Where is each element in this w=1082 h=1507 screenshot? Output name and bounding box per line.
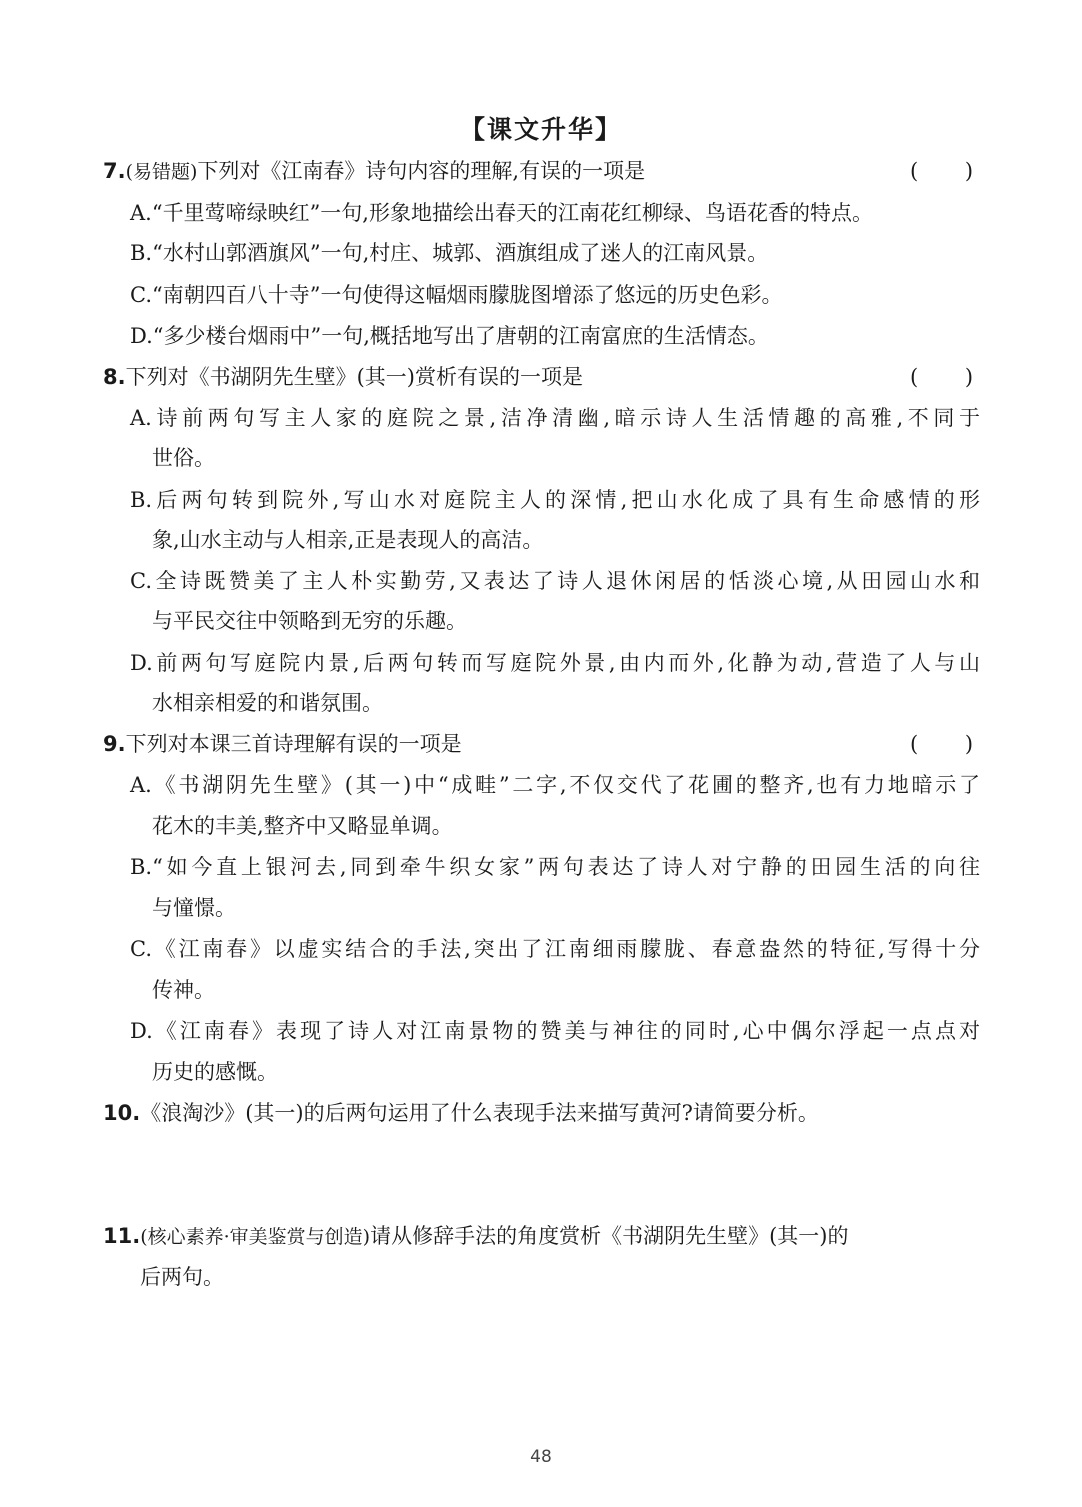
option-7c: C.“南朝四百八十寺”一句使得这幅烟雨朦胧图增添了悠远的历史色彩。 — [130, 283, 783, 307]
option-7d: D.“多少楼台烟雨中”一句,概括地写出了唐朝的江南富庶的生活情态。 — [130, 324, 769, 348]
option-8a-cont: 世俗。 — [152, 446, 215, 470]
option-8b-cont: 象,山水主动与人相亲,正是表现人的高洁。 — [152, 528, 544, 552]
question-9-stem — [103, 729, 462, 759]
question-number: 8. — [103, 365, 126, 389]
question-note: (易错题) — [125, 161, 198, 183]
section-title: 【课文升华】 — [459, 115, 622, 144]
answer-parentheses[interactable]: ( ) — [910, 365, 974, 389]
option-9d: D.《江南春》表现了诗人对江南景物的赞美与神往的同时,心中偶尔浮起一点点对 — [130, 1019, 980, 1043]
answer-area-11[interactable] — [103, 1300, 980, 1420]
option-8c-cont: 与平民交往中领略到无穷的乐趣。 — [152, 609, 467, 633]
option-9a-cont: 花木的丰美,整齐中又略显单调。 — [152, 814, 453, 838]
question-text: 下列对本课三首诗理解有误的一项是 — [125, 732, 462, 756]
question-number: 11. — [103, 1224, 141, 1248]
question-text: 《浪淘沙》(其一)的后两句运用了什么表现手法来描写黄河?请简要分析。 — [140, 1101, 819, 1125]
question-7-stem — [103, 156, 645, 187]
question-number: 10. — [103, 1101, 141, 1125]
question-11-stem-cont: 后两句。 — [140, 1265, 224, 1289]
option-9c-cont: 传神。 — [152, 978, 215, 1002]
question-number: 7. — [103, 159, 126, 183]
answer-parentheses[interactable]: ( ) — [910, 159, 974, 183]
question-text: 下列对《书湖阴先生壁》(其一)赏析有误的一项是 — [125, 365, 583, 389]
option-9b-cont: 与憧憬。 — [152, 896, 236, 920]
option-9d-cont: 历史的感慨。 — [152, 1060, 278, 1084]
option-8b: B.后两句转到院外,写山水对庭院主人的深情,把山水化成了具有生命感情的形 — [130, 488, 980, 512]
question-text: 请从修辞手法的角度赏析《书湖阴先生壁》(其一)的 — [370, 1224, 849, 1248]
question-10-stem — [103, 1098, 819, 1128]
option-8d-cont: 水相亲相爱的和谐氛围。 — [152, 691, 383, 715]
option-9b: B.“如今直上银河去,同到牵牛织女家”两句表达了诗人对宁静的田园生活的向往 — [130, 855, 980, 879]
option-8c: C.全诗既赞美了主人朴实勤劳,又表达了诗人退休闲居的恬淡心境,从田园山水和 — [130, 569, 980, 593]
option-8d: D.前两句写庭院内景,后两句转而写庭院外景,由内而外,化静为动,营造了人与山 — [130, 651, 980, 675]
answer-parentheses[interactable]: ( ) — [910, 732, 974, 756]
option-9a: A.《书湖阴先生壁》(其一)中“成畦”二字,不仅交代了花圃的整齐,也有力地暗示了 — [130, 773, 980, 797]
question-11-stem — [103, 1221, 848, 1252]
option-7b: B.“水村山郭酒旗风”一句,村庄、城郭、酒旗组成了迷人的江南风景。 — [130, 241, 769, 265]
option-9c: C.《江南春》以虚实结合的手法,突出了江南细雨朦胧、春意盎然的特征,写得十分 — [130, 937, 980, 961]
option-7a: A.“千里莺啼绿映红”一句,形象地描绘出春天的江南花红柳绿、鸟语花香的特点。 — [130, 201, 873, 225]
answer-area-10[interactable] — [103, 1135, 980, 1215]
option-8a: A.诗前两句写主人家的庭院之景,洁净清幽,暗示诗人生活情趣的高雅,不同于 — [130, 406, 980, 430]
page-number: 48 — [530, 1447, 552, 1467]
question-note: (核心素养·审美鉴赏与创造) — [140, 1226, 371, 1248]
question-text: 下列对《江南春》诗句内容的理解,有误的一项是 — [197, 159, 646, 183]
question-number: 9. — [103, 732, 126, 756]
question-8-stem — [103, 362, 583, 392]
